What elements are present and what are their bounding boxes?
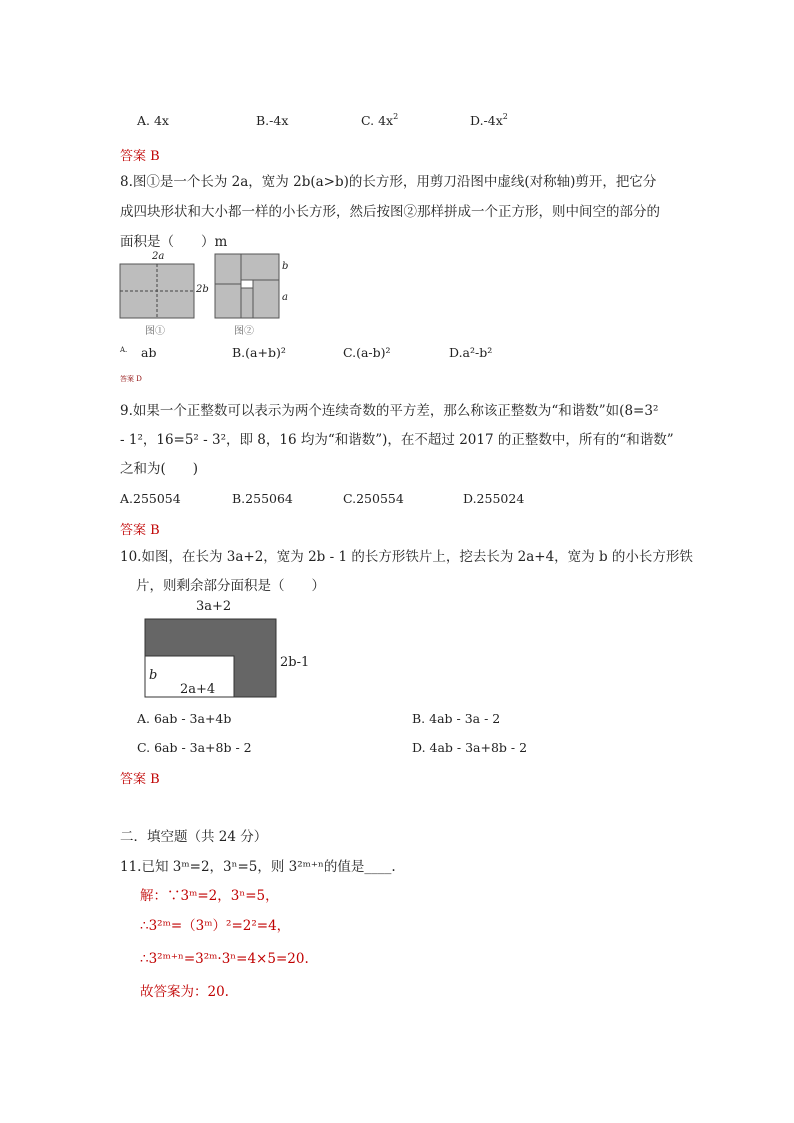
fig1-side-label: 2b [196,284,209,295]
q11-line: 11.已知 3ᵐ=2，3ⁿ=5，则 3²ᵐ⁺ⁿ的值是____. [120,859,396,875]
q8-option-a: ab [141,345,157,360]
q10-line2: 片，则剩余部分面积是（ ） [136,578,325,594]
q9-line1: 9.如果一个正整数可以表示为两个连续奇数的平方差，那么称该正整数为“和谐数”如(8=3² [120,403,659,419]
q9-option-a: A.255054 [120,491,181,506]
q10-option-c: C. 6ab - 3a+8b - 2 [137,740,252,755]
section2-heading: 二．填空题（共 24 分） [120,829,268,845]
q9-line2: - 1²，16=5² - 3²，即 8，16 均为“和谐数”)，在不超过 2017 的正整数中，所有的“和谐数” [120,432,674,448]
q10-fig-inner-bottom: 2a+4 [180,682,216,697]
q10-option-a: A. 6ab - 3a+4b [137,711,232,726]
fig2-caption: 图② [234,326,254,337]
fig2-label-b: b [282,261,289,272]
fig1-top-label: 2a [152,251,165,262]
fig1-caption: 图① [145,326,165,337]
q11-solution-4: 故答案为：20. [140,984,229,1000]
q8-option-a-letter: A. [120,346,128,354]
q8-line1: 8.图①是一个长为 2a，宽为 2b(a>b)的长方形，用剪刀沿图中虚线(对称轴)剪开，把它分 [120,174,657,190]
q11-solution-3: ∴3²ᵐ⁺ⁿ=3²ᵐ·3ⁿ=4×5=20. [140,951,309,967]
q8-option-d: D.a²-b² [449,345,493,360]
q8-figure [115,250,295,340]
fig2-center-hole [241,280,253,288]
q7-answer: 答案 B [120,149,160,164]
q10-option-d: D. 4ab - 3a+8b - 2 [412,740,528,755]
q8-option-b: B.(a+b)² [232,345,286,360]
q11-solution-1: 解：∵3ᵐ=2，3ⁿ=5， [140,888,279,904]
q9-option-d: D.255024 [463,491,525,506]
q7-option-d: $D.-4x^2$ [470,112,508,128]
q11-solution-2: ∴3²ᵐ=（3ᵐ）²=2²=4， [140,918,291,934]
q7-option-c: C. $4x^2$ [361,112,399,128]
fig2-label-a: a [282,292,288,303]
q8-answer: 答案 D [120,375,142,383]
q9-answer: 答案 B [120,523,160,538]
q9-option-c: C.250554 [343,491,404,506]
q10-fig-right-label: 2b-1 [280,655,310,670]
q8-option-c: C.(a-b)² [343,345,391,360]
q10-option-b: B. 4ab - 3a - 2 [412,711,501,726]
q10-answer: 答案 B [120,772,160,787]
q10-fig-top-label: 3a+2 [196,599,232,614]
q9-option-b: B.255064 [232,491,293,506]
q7-option-b: B.-4x [256,113,289,128]
q8-line2: 成四块形状和大小都一样的小长方形，然后按图②那样拼成一个正方形，则中间空的部分的 [120,204,660,220]
q10-fig-inner-b: b [149,668,158,683]
q10-line1: 10.如图，在长为 3a+2，宽为 2b - 1 的长方形铁片上，挖去长为 2a+4，宽为 b 的小长方形铁 [120,549,693,565]
q7-option-a: A. 4x [137,113,169,128]
q9-line3: 之和为( ) [120,461,199,477]
q8-line3: 面积是（ ）m [120,234,228,250]
